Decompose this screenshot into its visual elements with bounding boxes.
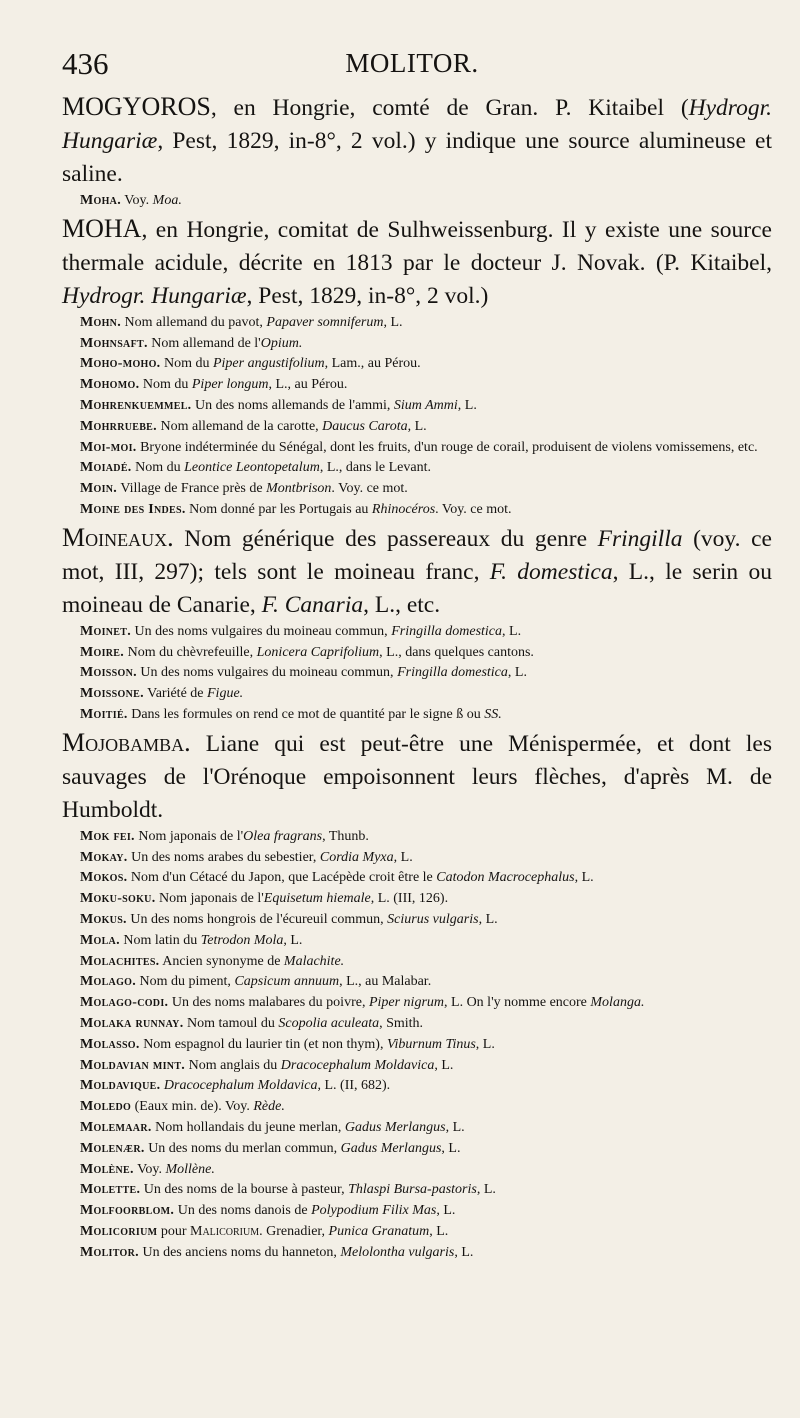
dictionary-entry (62, 354, 772, 375)
entry-headword: Mohomo. (80, 377, 140, 393)
entry-headword: Moineaux. (62, 522, 174, 552)
species-name: Melolontha vulgaris (340, 1244, 455, 1260)
species-name: Daucus Carota (322, 418, 408, 434)
entry-headword: Moissone. (80, 686, 144, 702)
entry-headword: Molène. (80, 1161, 134, 1177)
species-name: Cordia Myxa (319, 849, 394, 865)
species-name: Hydrogr. Hungariæ (62, 95, 772, 154)
entry-headword: Mola. (80, 932, 120, 948)
species-name: Dracocephalum Moldavica (163, 1078, 318, 1094)
entry-text: Un des noms vulgaires du moineau commun, (131, 623, 392, 639)
entry-text: Nom du piment, (136, 974, 235, 990)
species-name: Gadus Merlangus (344, 1119, 446, 1135)
dictionary-entry (62, 952, 772, 973)
entry-text: Un des noms danois de (174, 1203, 312, 1219)
entry-text: , L., etc. (363, 591, 441, 618)
species-name: F. Canaria (261, 591, 364, 618)
entry-text: , L. (574, 870, 594, 886)
entry-text: Nom générique des passereaux du genre (173, 525, 598, 552)
species-name: Lonicera Caprifolium (256, 644, 380, 660)
entry-headword: Moin. (80, 481, 118, 497)
entry-headword: Moire. (80, 644, 125, 660)
species-name: Figue. (207, 686, 244, 702)
entry-text: Voy. (121, 193, 153, 208)
entry-text: , L. (429, 1223, 449, 1239)
entry-headword: MOGYOROS (62, 92, 211, 121)
entry-text: Nom espagnol du laurier tin (et non thym), (139, 1036, 387, 1052)
entry-text: Un des noms allemands de l'ammi, (191, 397, 394, 413)
species-name: Piper angustifolium (212, 356, 325, 372)
dictionary-entry (62, 458, 772, 479)
dictionary-entry (62, 479, 772, 500)
entry-headword: Moisson. (80, 665, 137, 681)
species-name: SS. (484, 706, 502, 722)
entry-text: Nom du (139, 377, 192, 393)
entry-text: . Voy. ce mot. (435, 501, 512, 517)
entry-text: Ancien synonyme de (159, 953, 284, 969)
entry-headword: Molitor. (80, 1244, 139, 1260)
entry-text: , L., le serin ou moineau de Canarie, (62, 558, 772, 618)
dictionary-entry (62, 1035, 772, 1056)
species-name: Rède. (253, 1099, 285, 1115)
entry-headword: Moine des Indes. (80, 501, 186, 517)
dictionary-entry (62, 1118, 772, 1139)
entry-text: Nom tamoul du (183, 1015, 279, 1031)
dictionary-entry (62, 375, 772, 396)
entry-text: Nom du (131, 460, 185, 476)
species-name: Viburnum Tinus (386, 1036, 476, 1052)
running-head: MOLITOR. (345, 48, 479, 78)
entry-headword: Molemaar. (80, 1119, 152, 1135)
dictionary-entry (62, 1160, 772, 1181)
dictionary-entry (62, 1222, 772, 1243)
dictionary-entry (62, 500, 772, 521)
dictionary-entry (62, 827, 772, 848)
dictionary-entry (62, 417, 772, 438)
dictionary-entry (62, 1056, 772, 1077)
entry-headword: Molago-codi. (80, 995, 169, 1011)
page-header (62, 46, 762, 86)
dictionary-entry (62, 396, 772, 417)
species-name: Piper longum (191, 377, 269, 393)
entry-headword: Mojobamba. (62, 727, 191, 757)
dictionary-entry (62, 622, 772, 643)
dictionary-entry (62, 1139, 772, 1160)
entry-text: , en Hongrie, comitat de Sulhweissenburg. Il y existe une source thermale acidule, décrite en 1813 par le docteur J. Novak. (P. Kitaibel, (62, 216, 772, 276)
dictionary-entry (62, 1076, 772, 1097)
entry-text: , L. (441, 1140, 461, 1156)
dictionary-entry (62, 334, 772, 355)
species-name: Fringilla domestica (391, 623, 503, 639)
entry-text: Nom allemand de la carotte, (156, 418, 323, 434)
species-name: Papaver somniferum (266, 314, 384, 330)
species-name: Moa. (152, 193, 182, 208)
entry-text: , L. (436, 1203, 456, 1219)
dictionary-entry (62, 931, 772, 952)
entry-text: Nom latin du (119, 932, 201, 948)
entry-text: (Eaux min. de). Voy. (131, 1099, 254, 1115)
entry-headword: MOHA (62, 213, 142, 243)
species-name: Mollène. (165, 1161, 215, 1177)
entry-text: , Pest, 1829, in-8°, 2 vol.) y indique une source alumineuse et saline. (62, 128, 772, 187)
entry-text: . Grenadier, (259, 1223, 329, 1239)
dictionary-entry (62, 1097, 772, 1118)
entry-text: Nom japonais de l' (155, 891, 264, 907)
species-name: Fringilla (597, 525, 683, 552)
entry-headword: Moha. (80, 193, 121, 208)
entry-text: , L. (445, 1119, 465, 1135)
entry-headword: Molfoorblom. (80, 1203, 175, 1219)
entry-text: . Voy. ce mot. (331, 481, 408, 497)
species-name: Leontice Leontopetalum (184, 460, 320, 476)
entry-headword: Mohn. (80, 314, 121, 330)
species-name: Dracocephalum Moldavica (280, 1057, 435, 1073)
entry-text: , L. (476, 1182, 496, 1198)
dictionary-entry (62, 972, 772, 993)
entry-text: Un des noms malabares du poivre, (168, 995, 369, 1011)
entry-text: , L. (507, 665, 527, 681)
entry-headword: Molicorium (80, 1223, 158, 1239)
dictionary-entry (62, 993, 772, 1014)
species-name: Sciurus vulgaris (387, 911, 479, 927)
entry-headword: Moledo (80, 1099, 132, 1115)
entry-text: Variété de (143, 686, 207, 702)
entry-text: , L. (434, 1057, 454, 1073)
dictionary-entry (62, 191, 772, 212)
entry-headword: Moku-soku. (80, 891, 156, 907)
species-name: Sium Ammi (393, 397, 458, 413)
species-name: Equisetum hiemale (263, 891, 371, 907)
entry-headword: Mokay. (80, 849, 128, 865)
dictionary-entry (62, 889, 772, 910)
entry-text: Un des noms de la bourse à pasteur, (140, 1182, 349, 1198)
species-name: Scopolia aculeata (278, 1015, 380, 1031)
dictionary-entry (62, 313, 772, 334)
entry-text: Village de France près de (117, 481, 267, 497)
dictionary-entry (62, 1201, 772, 1222)
dictionary-entry (62, 1243, 772, 1264)
species-name: Molanga. (590, 995, 645, 1011)
entry-headword: Moldavian mint. (80, 1057, 186, 1073)
dictionary-entries (62, 90, 772, 1263)
species-name: Opium. (260, 335, 303, 351)
species-name: Hydrogr. Hungariæ (62, 282, 247, 309)
entry-headword: Molette. (80, 1182, 141, 1198)
dictionary-entry (62, 521, 772, 622)
entry-headword: Molasso. (80, 1036, 140, 1052)
entry-headword: Mokos. (80, 870, 128, 886)
entry-headword: Mohnsaft. (80, 335, 148, 351)
entry-text: , L. (502, 623, 522, 639)
entry-text: , Thunb. (322, 828, 369, 844)
entry-text: Nom du chèvrefeuille, (124, 644, 257, 660)
entry-headword: Molago. (80, 974, 137, 990)
dictionary-entry (62, 910, 772, 931)
species-name: Rhinocéros (371, 501, 436, 517)
entry-headword: Moi-moi. (80, 439, 137, 455)
entry-headword: Molenær. (80, 1140, 145, 1156)
cross-reference: Malicorium (190, 1223, 260, 1239)
species-name: Malachite. (283, 953, 345, 969)
entry-text: Nom du (160, 356, 213, 372)
page-number: 436 (62, 46, 109, 81)
entry-headword: Moiadé. (80, 460, 132, 476)
entry-text: Un des anciens noms du hanneton, (138, 1244, 341, 1260)
entry-text: , L., au Malabar. (339, 974, 432, 990)
entry-text: Bryone indéterminée du Sénégal, dont les fruits, d'un rouge de corail, produisent de violens vomissemens, etc. (136, 439, 758, 455)
species-name: Polypodium Filix Mas (311, 1203, 437, 1219)
dictionary-entry (62, 726, 772, 827)
entry-headword: Moinet. (80, 623, 132, 639)
dictionary-entry (62, 1180, 772, 1201)
entry-text: Nom d'un Cétacé du Japon, que Lacépède croit être le (127, 870, 437, 886)
entry-text: Nom allemand du pavot, (121, 314, 267, 330)
species-name: Capsicum annuum (234, 974, 340, 990)
entry-text: Nom donné par les Portugais au (185, 501, 372, 517)
entry-text: (voy. ce mot, III, 297); tels sont le moineau franc, (62, 525, 772, 585)
species-name: Olea fragrans (243, 828, 323, 844)
entry-text: , L. (454, 1244, 474, 1260)
species-name: F. domestica (489, 558, 613, 585)
entry-text: , L. (457, 397, 477, 413)
species-name: Montbrison (266, 481, 332, 497)
entry-text: , L. (283, 932, 303, 948)
entry-text: Nom hollandais du jeune merlan, (151, 1119, 345, 1135)
entry-text: Un des noms du merlan commun, (144, 1140, 341, 1156)
dictionary-entry (62, 663, 772, 684)
species-name: Tetrodon Mola (200, 932, 284, 948)
dictionary-entry (62, 684, 772, 705)
dictionary-entry (62, 848, 772, 869)
entry-headword: Moho-moho. (80, 356, 161, 372)
dictionary-entry (62, 212, 772, 313)
entry-text: , L., au Pérou. (268, 377, 348, 393)
dictionary-entry (62, 705, 772, 726)
entry-text: , L. (478, 911, 498, 927)
entry-text: , Lam., au Pérou. (324, 356, 421, 372)
entry-text: , L. (393, 849, 413, 865)
dictionary-entry (62, 1014, 772, 1035)
entry-headword: Mohrenkuemmel. (80, 397, 192, 413)
species-name: Punica Granatum (328, 1223, 430, 1239)
entry-text: , L. (383, 314, 403, 330)
entry-text: Un des noms arabes du sebestier, (127, 849, 320, 865)
species-name: Fringilla domestica (397, 665, 508, 681)
entry-headword: Moitié. (80, 706, 128, 722)
species-name: Piper nigrum (368, 995, 445, 1011)
dictionary-entry (62, 90, 772, 191)
entry-headword: Molaka runnay. (80, 1015, 184, 1031)
entry-text: Un des noms hongrois de l'écureuil commun, (126, 911, 388, 927)
entry-text: Nom anglais du (185, 1057, 281, 1073)
dictionary-entry (62, 643, 772, 664)
entry-text: Nom allemand de l' (147, 335, 261, 351)
entry-text: , L. (475, 1036, 495, 1052)
entry-headword: Mok fei. (80, 828, 135, 844)
entry-text: , L. (III, 126). (370, 891, 449, 907)
entry-text: pour (157, 1223, 190, 1239)
dictionary-entry (62, 868, 772, 889)
entry-headword: Moldavique. (80, 1078, 161, 1094)
entry-headword: Mokus. (80, 911, 127, 927)
entry-text: Dans les formules on rend ce mot de quantité par le signe ß ou (127, 706, 485, 722)
entry-text: , L. (407, 418, 427, 434)
species-name: Catodon Macrocephalus (436, 870, 575, 886)
dictionary-entry (62, 438, 772, 459)
entry-text: , Smith. (379, 1015, 424, 1031)
entry-text: Nom japonais de l' (134, 828, 244, 844)
entry-text: Voy. (133, 1161, 166, 1177)
entry-text: , en Hongrie, comté de Gran. P. Kitaibel ( (210, 95, 689, 121)
entry-text: Un des noms vulgaires du moineau commun, (136, 665, 398, 681)
entry-headword: Mohrruebe. (80, 418, 157, 434)
entry-text: , Pest, 1829, in-8°, 2 vol.) (246, 282, 489, 309)
entry-text: Liane qui est peut-être une Ménispermée, et dont les sauvages de l'Orénoque empoisonnent leurs flèches, d'après M. de Humboldt. (62, 730, 772, 823)
species-name: Thlaspi Bursa-pastoris (348, 1182, 477, 1198)
species-name: Gadus Merlangus (340, 1140, 442, 1156)
entry-text: , L. On l'y nomme encore (444, 995, 591, 1011)
entry-text: , L., dans le Levant. (319, 460, 431, 476)
entry-text: , L. (II, 682). (317, 1078, 391, 1094)
entry-text: , L., dans quelques cantons. (379, 644, 534, 660)
entry-headword: Molachites. (80, 953, 160, 969)
